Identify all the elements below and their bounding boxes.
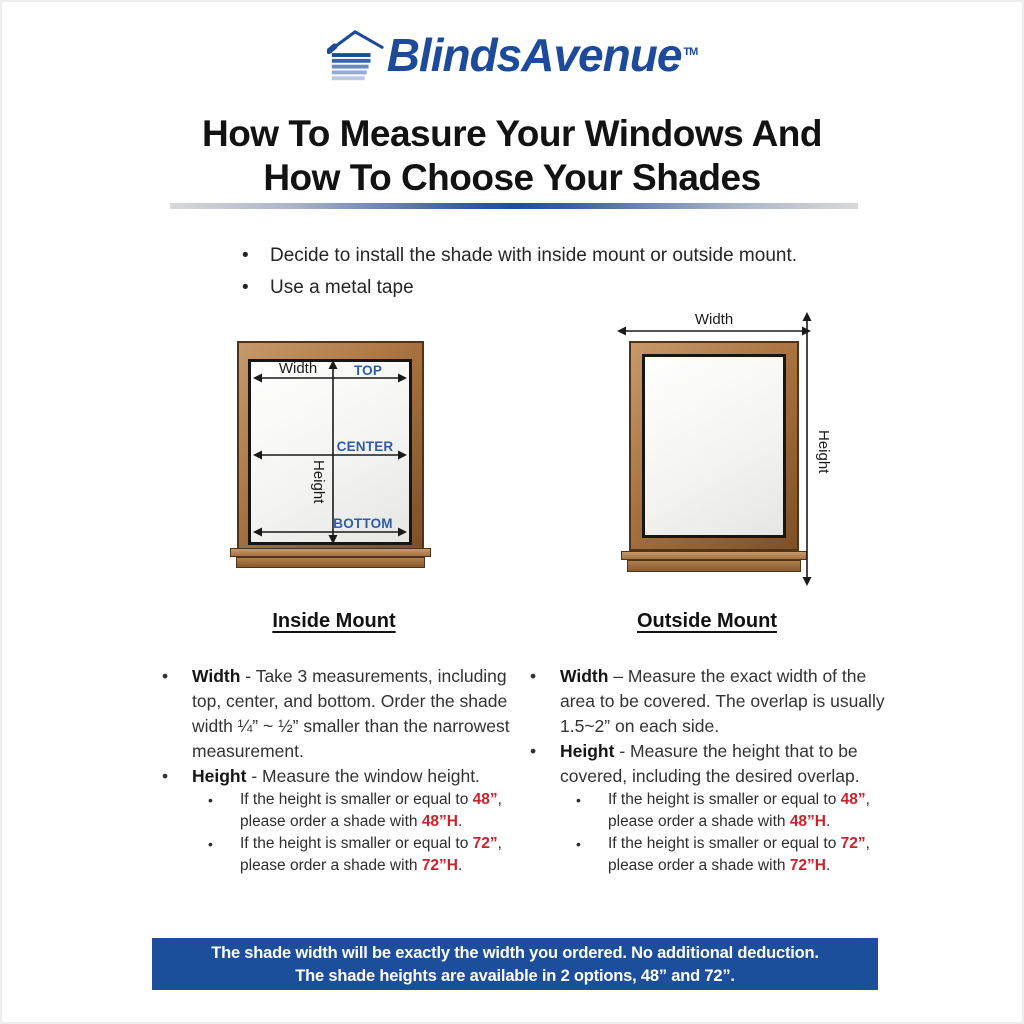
brand-name: BlindsAvenue ™: [386, 29, 698, 81]
page-title-line2: How To Choose Your Shades: [263, 157, 761, 198]
intro-bullet-2: • Use a metal tape: [240, 276, 880, 300]
width-instruction: • Width - Take 3 measurements, including top, center, and bottom. Order the shade width ¼” ~ ½” smaller than the narrowest measurement.: [150, 664, 522, 764]
inside-height-label: Height: [310, 460, 327, 504]
term-width: Width: [192, 666, 241, 686]
inside-mount-caption: Inside Mount: [272, 610, 396, 632]
term-height: Height: [192, 766, 247, 786]
trademark-symbol: TM: [683, 45, 698, 58]
width-instruction: • Width – Measure the exact width of the area to be covered. The overlap is usually 1.5~2” on each side.: [518, 664, 900, 739]
inside-top-label: TOP: [353, 363, 383, 378]
page-title-line1: How To Measure Your Windows And: [201, 113, 823, 154]
outside-height-label: Height: [815, 430, 832, 474]
intro-bullet-1: • Decide to install the shade with inside mount or outside mount.: [240, 244, 880, 268]
height-rule-72: • If the height is smaller or equal to 72”, please order a shade with 72”H.: [150, 833, 522, 877]
intro-bullet-list: [240, 244, 880, 308]
height-rule-48: • If the height is smaller or equal to 48”, please order a shade with 48”H.: [150, 789, 522, 833]
height-rule-48: • If the height is smaller or equal to 48”, please order a shade with 48”H.: [518, 789, 900, 833]
outside-mount-diagram: [610, 308, 840, 598]
value-48: 48”: [472, 791, 498, 808]
value-72: 72”: [472, 835, 498, 852]
height-rule-72: • If the height is smaller or equal to 72”, please order a shade with 72”H.: [518, 833, 900, 877]
height-instruction: • Height - Measure the height that to be covered, including the desired overlap.: [518, 739, 900, 789]
footer-line2: The shade heights are available in 2 options, 48” and 72”.: [295, 967, 735, 985]
outside-mount-instructions: [518, 664, 900, 877]
term-height: Height: [560, 741, 615, 761]
outside-width-label: Width: [694, 311, 734, 328]
outside-mount-caption: Outside Mount: [637, 610, 777, 632]
gradient-divider: [170, 203, 858, 209]
blinds-house-icon: [327, 28, 385, 84]
brand-logo: [0, 26, 1024, 84]
value-48: 48”: [840, 791, 866, 808]
height-instruction: • Height - Measure the window height.: [150, 764, 522, 789]
footer-banner: [152, 938, 878, 990]
inside-center-label: CENTER: [336, 439, 394, 454]
term-width: Width: [560, 666, 609, 686]
value-72h: 72”H: [421, 857, 458, 874]
inside-mount-instructions: [150, 664, 522, 877]
footer-line1: The shade width will be exactly the width you ordered. No additional deduction.: [211, 944, 819, 962]
measurement-arrows: [610, 308, 840, 598]
value-72h: 72”H: [789, 857, 826, 874]
value-48h: 48”H: [421, 813, 458, 830]
value-48h: 48”H: [789, 813, 826, 830]
value-72: 72”: [840, 835, 866, 852]
page-title: [0, 112, 1024, 200]
inside-mount-diagram: [228, 338, 434, 570]
inside-bottom-label: BOTTOM: [333, 516, 393, 531]
inside-width-label: Width: [278, 360, 318, 377]
